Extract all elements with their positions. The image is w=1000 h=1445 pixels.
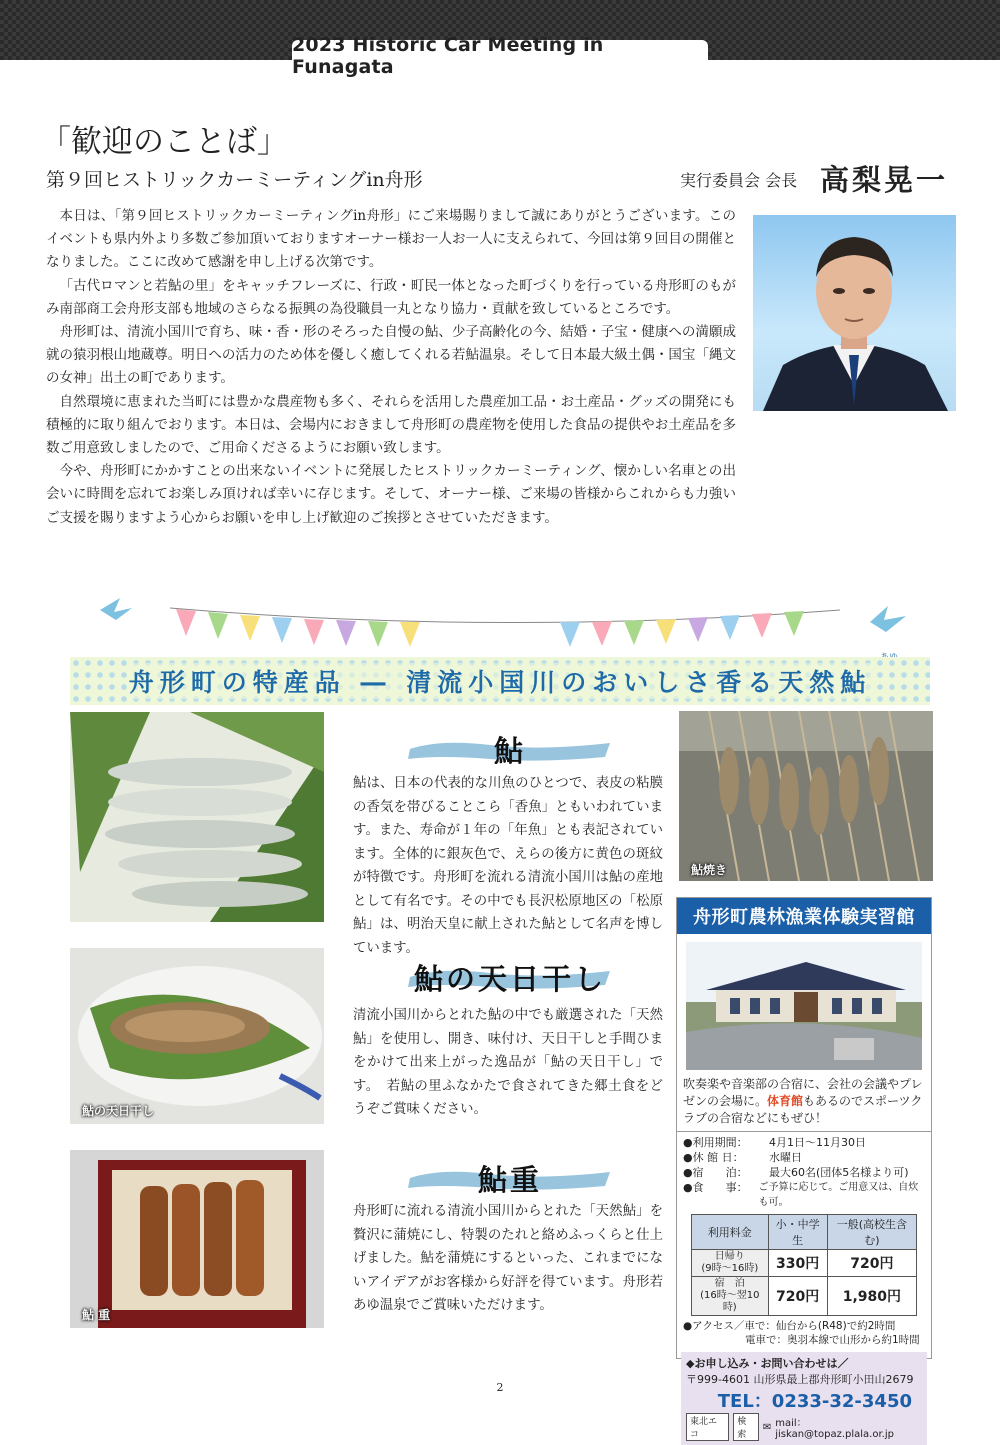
section-heading-juu — [400, 1154, 620, 1202]
info-row — [683, 1150, 925, 1165]
facility-description — [677, 1070, 931, 1127]
ayu-juu-photo — [70, 1150, 324, 1328]
dried-ayu-photo — [70, 948, 324, 1124]
section-heading-ayu — [400, 725, 620, 773]
price-label: 日帰り — [714, 1251, 745, 1262]
specialty-banner-text: 舟形町の特産品 ― 清流小国川のおいしさ香る天然鮎 — [129, 663, 871, 699]
price-header-row — [692, 1215, 917, 1250]
info-value: 水曜日 — [769, 1151, 802, 1164]
price-sublabel: (9時～16時) — [701, 1263, 759, 1274]
chair-role: 実行委員会 会長 — [680, 171, 798, 190]
header-title-box — [292, 34, 708, 78]
dried-ayu-caption: 鮎の天日干し — [82, 1104, 155, 1118]
facility-photo — [686, 942, 922, 1070]
section-heading-dried — [400, 953, 620, 1001]
facility-desc-highlight: 体育館 — [767, 1094, 804, 1108]
contact-footer — [686, 1413, 922, 1441]
price-header: 利用料金 — [692, 1215, 769, 1250]
welcome-paragraph: 「古代ロマンと若鮎の里」をキャッチフレーズに、行政・町民一体となった町づくりを行っている舟形町のもがみ南部商工会舟形支部も地域のさらなる振興の為役職員一丸となり協力・貢献を致しているところです。 — [46, 277, 736, 317]
contact-tel: TEL：0233-32-3450 — [717, 1391, 912, 1412]
bunting-decoration — [80, 588, 920, 658]
welcome-paragraph: 本日は、「第９回ヒストリックカーミーティングin舟形」にご来場賜りまして誠にありがとうございます。このイベントも県内外より多数ご参加頂いておりますオーナー様お一人お一人に支えられて、今回は第９回目の開催となりました。ここに改めて感謝を申し上げる次第です。 — [46, 208, 736, 271]
contact-heading: ◆お申し込み・お問い合わせは／ — [686, 1357, 849, 1370]
info-key: ●休 館 日： — [683, 1151, 744, 1164]
price-row-label — [692, 1277, 769, 1316]
info-key: ●利用期間： — [683, 1136, 748, 1149]
section-text-juu: 舟形町に流れる清流小国川からとれた「天然鮎」を贅沢に蒲焼にし、特製のたれと絡めふっくらと仕上げました。鮎を蒲焼にするといった、これまでにないアイデアがお客様から好評を得ています。舟形若あゆ温泉でご賞味いただけます。 — [353, 1204, 663, 1313]
price-adult: 1,980円 — [827, 1277, 916, 1316]
contact-box — [681, 1352, 927, 1445]
section-title: 鮎 — [493, 734, 526, 768]
header-title: 2023 Historic Car Meeting in Funagata — [292, 34, 604, 78]
info-row — [683, 1165, 925, 1180]
price-sublabel: (16時～翌10時) — [700, 1290, 760, 1313]
contact-address: 〒999-4601 山形県最上郡舟形町小田山2679 — [686, 1373, 914, 1386]
price-table — [691, 1214, 917, 1316]
facility-title: 舟形町農林漁業体験実習館 — [677, 898, 931, 934]
welcome-paragraph: 自然環境に恵まれた当町には豊かな農産物も多く、それらを活用した農産加工品・お土産品・グッズの開発にも積極的に取り組んでおります。本日は、会場内におきまして舟形町の農産物を使用した食品の提供やお土産品を多数ご用意致しましたので、ご用命くださるようにお願い致します。 — [46, 393, 736, 457]
info-key: ●宿 泊： — [683, 1166, 748, 1179]
price-label: 宿 泊 — [714, 1278, 745, 1289]
facility-desc-text: もあるのでスポーツクラブの合宿などにもぜひ！ — [683, 1094, 923, 1125]
section-text-ayu: 鮎は、日本の代表的な川魚のひとつで、表皮の粘膜の香気を帯びることこら「香魚」ともいわれています。また、寿命が１年の「年魚」とも表記されています。全体的に銀灰色で、えらの後方に黄色の斑紋が特徴です。舟形町を流れる清流小国川は鮎の産地として有名です。その中でも長沢松原地区の「松原鮎」は、明治天皇に献上された鮎として名声を博しています。 — [353, 776, 663, 956]
info-row — [683, 1180, 925, 1210]
bird-icon — [870, 606, 906, 632]
section-text-dried: 清流小国川からとれた鮎の中でも厳選された「天然鮎」を使用し、開き、味付け、天日干しと手間ひまをかけて出来上がった逸品が「鮎の天日干し」です。 若鮎の里ふなかたで食されてきた郷土食をどうぞご賞味ください。 — [353, 1008, 663, 1117]
price-child: 330円 — [768, 1250, 827, 1277]
price-child: 720円 — [768, 1277, 827, 1316]
grilled-ayu-caption: 鮎焼き — [691, 863, 728, 877]
welcome-title: 「歓迎のことば」 — [40, 124, 288, 160]
access-line: 電車で：奥羽本線で山形から約1時間 — [745, 1334, 920, 1346]
ayu-fish-photo — [70, 712, 324, 922]
portrait-illustration — [753, 215, 956, 411]
info-key: ●食 事： — [683, 1181, 748, 1194]
info-value: ご予算に応じて。ご用意又は、自炊も可。 — [758, 1182, 919, 1208]
price-row-label — [692, 1250, 769, 1277]
welcome-paragraph: 今や、舟形町にかかすことの出来ないイベントに発展したヒストリックカーミーティング、懐かしい名車との出会いに時間を忘れてお楽しみ頂ければ幸いに存じます。そして、オーナー様、ご来場の皆様からこれからも力強いご支援を賜りますよう心からお願いを申し上げ歓迎のご挨拶とさせていただきます。 — [46, 463, 736, 526]
access-info — [677, 1316, 931, 1347]
mail-icon: ✉ — [762, 1421, 772, 1433]
page-number: 2 — [496, 1381, 504, 1394]
chairman-portrait — [753, 215, 956, 411]
ayu-juu-caption: 鮎 重 — [82, 1308, 111, 1322]
price-row — [692, 1250, 917, 1277]
search-tag: 検索 — [733, 1413, 759, 1441]
info-value: 最大60名(団体5名様より可) — [769, 1166, 909, 1179]
access-line: ●アクセス／車で：仙台から(R48)で約2時間 — [683, 1320, 896, 1332]
welcome-paragraph: 舟形町は、清流小国川で育ち、味・香・形のそろった自慢の鮎、少子高齢化の今、結婚・子宝・健康への満願成就の猿羽根山地蔵尊。明日への活力のため体を優しく癒してくれる若鮎温泉。そして日本最大級土偶・国宝「縄文の女神」出土の町であります。 — [46, 324, 736, 387]
welcome-body — [46, 205, 736, 530]
bird-icon — [100, 598, 132, 620]
price-header: 一般(高校生含む) — [827, 1215, 916, 1250]
price-header: 小・中学生 — [768, 1215, 827, 1250]
info-value: 4月1日～11月30日 — [769, 1136, 866, 1149]
grilled-ayu-photo — [679, 711, 933, 881]
info-row — [683, 1135, 925, 1150]
welcome-subtitle: 第９回ヒストリックカーミーティングin舟形 — [46, 169, 423, 191]
contact-mail: mail：jiskan@topaz.plala.or.jp — [775, 1418, 894, 1440]
price-adult: 720円 — [827, 1250, 916, 1277]
section-title: 鮎の天日干し — [413, 962, 606, 996]
price-row — [692, 1277, 917, 1316]
facility-desc-text: 吹奏楽や音楽部の合宿に、会社の会議やプレゼンの会場に。 — [683, 1077, 923, 1108]
specialty-banner — [70, 657, 930, 705]
facility-info — [677, 1131, 931, 1210]
chair-name: 高梨晃一 — [820, 163, 949, 197]
section-title: 鮎重 — [477, 1163, 542, 1197]
search-keyword-tag: 東北エコ — [686, 1413, 729, 1441]
facility-box — [676, 897, 932, 1440]
